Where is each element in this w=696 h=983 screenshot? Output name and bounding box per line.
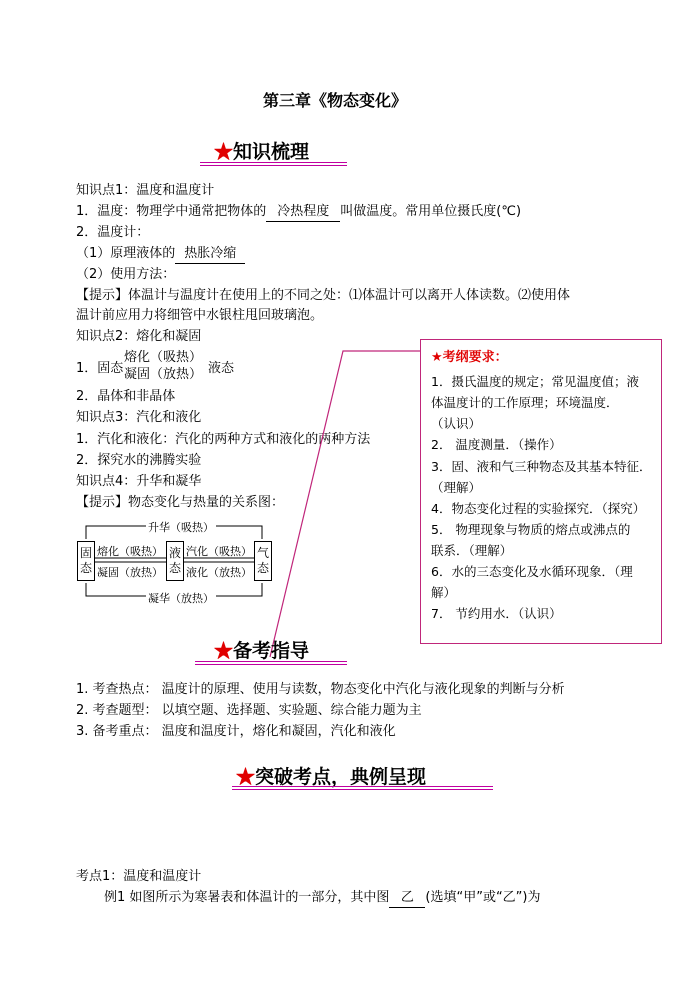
- k3-heading: 知识点3：汽化和液化: [76, 410, 202, 425]
- melt-arrow-label: 熔化（吸热）: [97, 545, 163, 558]
- k4-heading: 知识点4：升华和凝华: [76, 474, 202, 489]
- k4-tip: 【提示】物态变化与热量的关系图：: [76, 495, 285, 510]
- answer-blank: 乙: [389, 889, 425, 908]
- section-title: 备考指导: [233, 640, 310, 662]
- solid-state-box: 固态: [77, 541, 95, 581]
- syllabus-line: 体温度计的工作原理；环境温度．: [431, 395, 619, 410]
- section-title: 知识梳理: [233, 141, 310, 163]
- freeze-arrow-label: 凝固（放热）: [97, 566, 163, 579]
- text: 1．温度：物理学中通常把物体的: [76, 204, 267, 219]
- header-rule: [232, 789, 493, 790]
- syllabus-line: 解）: [431, 585, 457, 600]
- answer-blank: 热胀冷缩: [175, 245, 245, 264]
- deposition-label: 凝华（放热）: [148, 592, 214, 605]
- syllabus-line: 3．固、液和气三种物态及其基本特征．: [431, 459, 652, 474]
- syllabus-box: [420, 339, 662, 644]
- k2-line2: 2．晶体和非晶体: [76, 389, 176, 404]
- syllabus-line: 1．摄氏温度的规定；常见温度值；液: [431, 374, 639, 389]
- melt-label: 熔化（吸热）: [124, 350, 203, 365]
- syllabus-heading: ★考纲要求：: [431, 350, 508, 365]
- section-title: 突破考点，典例呈现: [255, 766, 427, 788]
- sublimation-label: 升华（吸热）: [148, 521, 214, 534]
- guide-item: 2. 考查题型： 以填空题、选择题、实验题、综合能力题为主: [76, 703, 422, 718]
- point1-heading: 考点1：温度和温度计: [76, 869, 202, 884]
- example1-line: [104, 889, 541, 908]
- k2-heading: 知识点2：熔化和凝固: [76, 329, 202, 344]
- vaporize-arrow-label: 汽化（吸热）: [186, 545, 252, 558]
- guide-item: 1. 考查热点： 温度计的原理、使用与读数，物态变化中汽化与液化现象的判断与分析: [76, 682, 565, 697]
- k2-line1-post: 液态: [208, 361, 235, 376]
- syllabus-line: 6．水的三态变化及水循环现象．（理: [431, 564, 633, 579]
- text: 例1 如图所示为寒暑表和体温计的一部分，其中图: [104, 890, 390, 905]
- k1-line4: （2）使用方法：: [76, 267, 176, 282]
- k1-heading: 知识点1：温度和温度计: [76, 183, 215, 198]
- star-icon: ★: [214, 141, 234, 163]
- text: 叫做温度。常用单位摄氏度(℃): [340, 204, 522, 219]
- answer-blank: 冷热程度: [266, 203, 340, 222]
- liquid-state-box: 液态: [166, 541, 184, 581]
- star-icon: ★: [236, 766, 256, 788]
- guide-item: 3. 备考重点： 温度和温度计，熔化和凝固，汽化和液化: [76, 724, 396, 739]
- k2-line1-pre: 1．固态: [76, 361, 124, 376]
- freeze-label: 凝固（放热）: [124, 367, 203, 382]
- header-rule: [232, 786, 493, 787]
- k1-line2: 2．温度计：: [76, 225, 150, 240]
- section-header-examples: [236, 762, 426, 789]
- k3-line1: 1．汽化和液化：汽化的两种方式和液化的两种方法: [76, 432, 371, 447]
- liquefy-arrow-label: 液化（放热）: [186, 566, 252, 579]
- header-rule: [195, 661, 347, 662]
- syllabus-line: 联系．（理解）: [431, 543, 513, 558]
- section-header-guide: [214, 636, 309, 663]
- page-title: 第三章《物态变化》: [263, 91, 408, 110]
- syllabus-line: 7． 节约用水．（认识）: [431, 606, 562, 621]
- tip-line2: 温计前应用力将细管中水银柱甩回玻璃泡。: [76, 308, 324, 323]
- text: （1）原理液体的: [76, 246, 176, 261]
- tip-line1: 【提示】体温计与温度计在使用上的不同之处：⑴体温计可以离开人体读数。⑵使用体: [76, 288, 571, 303]
- star-icon: ★: [214, 640, 234, 662]
- header-rule: [195, 664, 347, 665]
- syllabus-line: 2． 温度测量．（操作）: [431, 437, 562, 452]
- syllabus-line: （理解）: [431, 480, 482, 495]
- k3-line2: 2．探究水的沸腾实验: [76, 453, 202, 468]
- text: (选填“甲”或“乙”)为: [425, 890, 541, 905]
- syllabus-line: 4．物态变化过程的实验探究．（探究）: [431, 501, 646, 516]
- syllabus-line: 5． 物理现象与物质的熔点或沸点的: [431, 522, 631, 537]
- gas-state-box: 气态: [254, 541, 272, 581]
- syllabus-line: （认识）: [431, 416, 482, 431]
